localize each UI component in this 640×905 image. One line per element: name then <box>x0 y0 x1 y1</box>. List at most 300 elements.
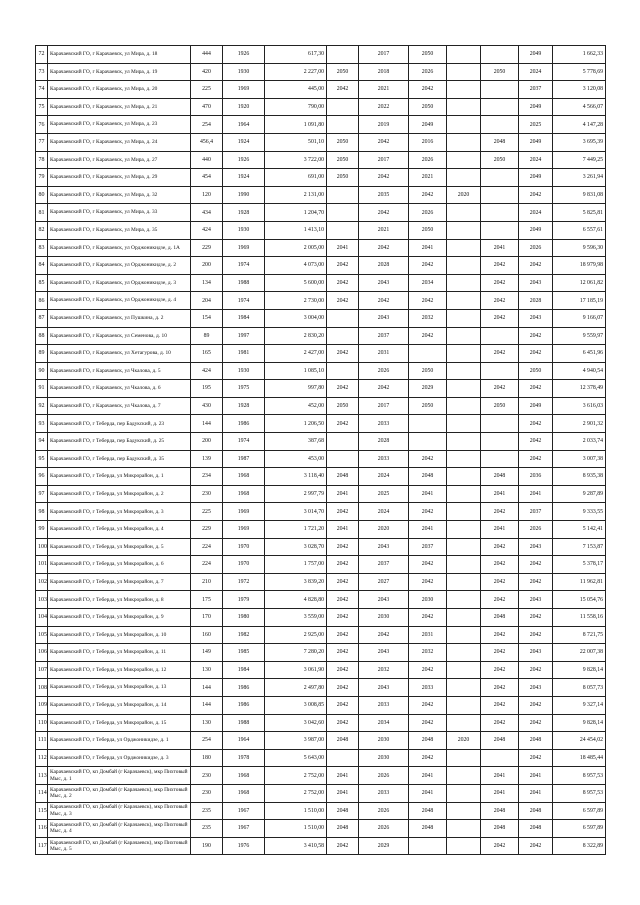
wall-col-a-cell: 224 <box>191 538 223 556</box>
year-col-b-cell: 2035 <box>359 186 409 204</box>
area-cell: 3 118,40 <box>265 468 327 486</box>
table-row <box>36 186 606 204</box>
address-cell: Карачаевский ГО, г Теберда, ул Микрорайон, д. 14 <box>48 696 191 714</box>
build-year-cell: 1964 <box>223 116 265 134</box>
year-col-b-cell: 2032 <box>359 661 409 679</box>
year-col-a-cell: 2041 <box>327 485 359 503</box>
build-year-cell: 1974 <box>223 257 265 275</box>
year-col-f-cell: 2028 <box>519 292 553 310</box>
year-col-e-cell: 2042 <box>481 380 519 398</box>
table-row <box>36 609 606 627</box>
year-col-a-cell <box>327 221 359 239</box>
year-col-d-cell <box>447 151 481 169</box>
build-year-cell: 1924 <box>223 169 265 187</box>
build-year-cell: 1928 <box>223 204 265 222</box>
year-col-e-cell: 2042 <box>481 292 519 310</box>
table-row <box>36 503 606 521</box>
year-col-f-cell: 2049 <box>519 133 553 151</box>
year-col-f-cell: 2024 <box>519 63 553 81</box>
year-col-a-cell: 2050 <box>327 151 359 169</box>
address-cell: Карачаевский ГО, г Теберда, ул Орджоникидзе, д. 1 <box>48 732 191 750</box>
build-year-cell: 1970 <box>223 538 265 556</box>
table-row <box>36 362 606 380</box>
year-col-e-cell: 2042 <box>481 591 519 609</box>
wall-col-a-cell: 195 <box>191 380 223 398</box>
year-col-a-cell <box>327 450 359 468</box>
wall-col-a-cell: 149 <box>191 644 223 662</box>
year-col-a-cell: 2041 <box>327 239 359 257</box>
year-col-a-cell: 2048 <box>327 802 359 820</box>
table-row <box>36 556 606 574</box>
year-col-e-cell <box>481 749 519 767</box>
wall-col-a-cell: 424 <box>191 221 223 239</box>
year-col-b-cell: 2028 <box>359 433 409 451</box>
wall-col-a-cell: 165 <box>191 345 223 363</box>
build-year-cell: 1990 <box>223 186 265 204</box>
wall-col-a-cell: 470 <box>191 98 223 116</box>
address-cell: Карачаевский ГО, г Теберда, ул Микрорайон, д. 2 <box>48 485 191 503</box>
area-cell: 2 752,00 <box>265 767 327 785</box>
year-col-d-cell <box>447 98 481 116</box>
cost-cell: 3 120,08 <box>553 81 606 99</box>
year-col-d-cell <box>447 714 481 732</box>
wall-col-a-cell: 225 <box>191 81 223 99</box>
year-col-c-cell: 2030 <box>409 591 447 609</box>
area-cell: 2 925,00 <box>265 626 327 644</box>
cost-cell: 8 935,38 <box>553 468 606 486</box>
year-col-c-cell: 2050 <box>409 46 447 64</box>
address-cell: Карачаевский ГО, кп Домбай (г Карачаевск), мкр Пихтовый Мыс, д. 4 <box>48 820 191 838</box>
table-row <box>36 133 606 151</box>
year-col-c-cell <box>409 345 447 363</box>
table-row <box>36 116 606 134</box>
build-year-cell: 1988 <box>223 714 265 732</box>
year-col-c-cell: 2048 <box>409 468 447 486</box>
year-col-e-cell <box>481 116 519 134</box>
year-col-c-cell: 2026 <box>409 63 447 81</box>
build-year-cell: 1985 <box>223 644 265 662</box>
year-col-d-cell <box>447 556 481 574</box>
address-cell: Карачаевский ГО, г Теберда, ул Микрорайон, д. 1 <box>48 468 191 486</box>
address-cell: Карачаевский ГО, г Карачаевск, ул Орджоникидзе, д. 3 <box>48 274 191 292</box>
year-col-b-cell: 2042 <box>359 292 409 310</box>
address-cell: Карачаевский ГО, г Карачаевск, ул Орджоникидзе, д. 2 <box>48 257 191 275</box>
year-col-c-cell: 2049 <box>409 116 447 134</box>
year-col-c-cell: 2048 <box>409 802 447 820</box>
wall-col-a-cell: 440 <box>191 151 223 169</box>
year-col-f-cell: 2042 <box>519 661 553 679</box>
address-cell: Карачаевский ГО, г Карачаевск, ул Мира, д. 23 <box>48 116 191 134</box>
year-col-c-cell: 2048 <box>409 732 447 750</box>
cost-cell: 11 558,16 <box>553 609 606 627</box>
year-col-b-cell: 2043 <box>359 591 409 609</box>
year-col-b-cell: 2042 <box>359 380 409 398</box>
year-col-b-cell: 2022 <box>359 98 409 116</box>
area-cell: 501,10 <box>265 133 327 151</box>
row-number-cell: 81 <box>36 204 48 222</box>
build-year-cell: 1976 <box>223 837 265 855</box>
year-col-e-cell: 2041 <box>481 767 519 785</box>
wall-col-a-cell: 134 <box>191 274 223 292</box>
wall-col-a-cell: 444 <box>191 46 223 64</box>
build-year-cell: 1970 <box>223 556 265 574</box>
year-col-b-cell: 2042 <box>359 204 409 222</box>
year-col-c-cell: 2042 <box>409 81 447 99</box>
table-row <box>36 151 606 169</box>
year-col-a-cell: 2042 <box>327 345 359 363</box>
year-col-b-cell: 2042 <box>359 169 409 187</box>
build-year-cell: 1978 <box>223 749 265 767</box>
wall-col-a-cell: 160 <box>191 626 223 644</box>
row-number-cell: 106 <box>36 644 48 662</box>
year-col-a-cell: 2042 <box>327 573 359 591</box>
row-number-cell: 109 <box>36 696 48 714</box>
table-row <box>36 767 606 785</box>
year-col-e-cell: 2042 <box>481 714 519 732</box>
year-col-f-cell: 2025 <box>519 116 553 134</box>
year-col-d-cell <box>447 837 481 855</box>
year-col-d-cell: 2020 <box>447 732 481 750</box>
build-year-cell: 1968 <box>223 784 265 802</box>
address-cell: Карачаевский ГО, кп Домбай (г Карачаевск), мкр Пихтовый Мыс, д. 5 <box>48 837 191 855</box>
build-year-cell: 1986 <box>223 415 265 433</box>
build-year-cell: 1981 <box>223 345 265 363</box>
cost-cell: 9 828,14 <box>553 661 606 679</box>
year-col-a-cell: 2042 <box>327 626 359 644</box>
table-row <box>36 661 606 679</box>
year-col-c-cell: 2042 <box>409 503 447 521</box>
year-col-c-cell: 2042 <box>409 327 447 345</box>
row-number-cell: 73 <box>36 63 48 81</box>
year-col-a-cell: 2042 <box>327 292 359 310</box>
table-row <box>36 274 606 292</box>
row-number-cell: 94 <box>36 433 48 451</box>
year-col-e-cell: 2048 <box>481 802 519 820</box>
year-col-a-cell: 2042 <box>327 591 359 609</box>
year-col-f-cell: 2026 <box>519 521 553 539</box>
year-col-d-cell <box>447 644 481 662</box>
address-cell: Карачаевский ГО, г Карачаевск, ул Мира, д. 18 <box>48 46 191 64</box>
cost-cell: 12 378,49 <box>553 380 606 398</box>
year-col-d-cell <box>447 521 481 539</box>
year-col-c-cell: 2042 <box>409 186 447 204</box>
cost-cell: 4 147,28 <box>553 116 606 134</box>
row-number-cell: 102 <box>36 573 48 591</box>
area-cell: 2 497,80 <box>265 679 327 697</box>
address-cell: Карачаевский ГО, г Карачаевск, ул Хетагурова, д. 10 <box>48 345 191 363</box>
address-cell: Карачаевский ГО, г Карачаевск, ул Мира, д. 20 <box>48 81 191 99</box>
table-row <box>36 169 606 187</box>
year-col-e-cell: 2042 <box>481 679 519 697</box>
cost-cell: 7 449,25 <box>553 151 606 169</box>
year-col-e-cell: 2050 <box>481 397 519 415</box>
year-col-f-cell: 2041 <box>519 784 553 802</box>
address-cell: Карачаевский ГО, г Карачаевск, ул Чкалова, д. 5 <box>48 362 191 380</box>
year-col-f-cell: 2042 <box>519 327 553 345</box>
year-col-d-cell <box>447 450 481 468</box>
row-number-cell: 104 <box>36 609 48 627</box>
year-col-b-cell: 2034 <box>359 714 409 732</box>
year-col-a-cell: 2042 <box>327 837 359 855</box>
address-cell: Карачаевский ГО, г Теберда, ул Микрорайон, д. 8 <box>48 591 191 609</box>
year-col-c-cell: 2050 <box>409 397 447 415</box>
year-col-f-cell: 2042 <box>519 714 553 732</box>
year-col-e-cell <box>481 81 519 99</box>
year-col-c-cell: 2032 <box>409 644 447 662</box>
wall-col-a-cell: 254 <box>191 116 223 134</box>
cost-cell: 5 378,17 <box>553 556 606 574</box>
year-col-d-cell <box>447 397 481 415</box>
year-col-f-cell: 2042 <box>519 556 553 574</box>
year-col-c-cell: 2041 <box>409 784 447 802</box>
wall-col-a-cell: 130 <box>191 661 223 679</box>
year-col-e-cell <box>481 450 519 468</box>
wall-col-a-cell: 420 <box>191 63 223 81</box>
year-col-c-cell: 2032 <box>409 309 447 327</box>
row-number-cell: 116 <box>36 820 48 838</box>
year-col-e-cell: 2048 <box>481 732 519 750</box>
year-col-f-cell: 2048 <box>519 820 553 838</box>
area-cell: 2 830,20 <box>265 327 327 345</box>
build-year-cell: 1920 <box>223 98 265 116</box>
address-cell: Карачаевский ГО, г Карачаевск, ул Мира, д. 29 <box>48 169 191 187</box>
year-col-a-cell: 2042 <box>327 556 359 574</box>
year-col-e-cell: 2050 <box>481 63 519 81</box>
area-cell: 1 204,70 <box>265 204 327 222</box>
year-col-c-cell: 2031 <box>409 626 447 644</box>
row-number-cell: 77 <box>36 133 48 151</box>
year-col-c-cell: 2042 <box>409 696 447 714</box>
year-col-b-cell: 2017 <box>359 151 409 169</box>
year-col-a-cell: 2042 <box>327 415 359 433</box>
year-col-f-cell: 2042 <box>519 837 553 855</box>
area-cell: 1 091,80 <box>265 116 327 134</box>
wall-col-a-cell: 229 <box>191 239 223 257</box>
row-number-cell: 101 <box>36 556 48 574</box>
table-row <box>36 345 606 363</box>
cost-cell: 5 142,41 <box>553 521 606 539</box>
cost-cell: 6 557,61 <box>553 221 606 239</box>
row-number-cell: 80 <box>36 186 48 204</box>
cost-cell: 8 057,73 <box>553 679 606 697</box>
area-cell: 7 280,20 <box>265 644 327 662</box>
table-row <box>36 784 606 802</box>
year-col-d-cell <box>447 327 481 345</box>
year-col-f-cell: 2043 <box>519 644 553 662</box>
row-number-cell: 100 <box>36 538 48 556</box>
build-year-cell: 1986 <box>223 679 265 697</box>
table-row <box>36 749 606 767</box>
cost-cell: 2 033,74 <box>553 433 606 451</box>
build-year-cell: 1930 <box>223 362 265 380</box>
build-year-cell: 1982 <box>223 626 265 644</box>
area-cell: 617,30 <box>265 46 327 64</box>
year-col-b-cell: 2043 <box>359 538 409 556</box>
year-col-b-cell: 2027 <box>359 573 409 591</box>
year-col-f-cell: 2048 <box>519 732 553 750</box>
row-number-cell: 92 <box>36 397 48 415</box>
year-col-a-cell <box>327 204 359 222</box>
year-col-e-cell: 2042 <box>481 696 519 714</box>
address-cell: Карачаевский ГО, г Карачаевск, ул Мира, д. 21 <box>48 98 191 116</box>
cost-cell: 4 566,07 <box>553 98 606 116</box>
area-cell: 3 410,58 <box>265 837 327 855</box>
address-cell: Карачаевский ГО, г Теберда, ул Микрорайон, д. 4 <box>48 521 191 539</box>
year-col-a-cell: 2042 <box>327 696 359 714</box>
table-row <box>36 239 606 257</box>
build-year-cell: 1969 <box>223 521 265 539</box>
build-year-cell: 1967 <box>223 820 265 838</box>
year-col-b-cell: 2033 <box>359 784 409 802</box>
build-year-cell: 1968 <box>223 767 265 785</box>
cost-cell: 9 831,08 <box>553 186 606 204</box>
address-cell: Карачаевский ГО, г Теберда, ул Микрорайон, д. 9 <box>48 609 191 627</box>
year-col-b-cell: 2043 <box>359 679 409 697</box>
cost-cell: 3 616,03 <box>553 397 606 415</box>
year-col-f-cell: 2042 <box>519 380 553 398</box>
year-col-e-cell: 2042 <box>481 837 519 855</box>
year-col-f-cell: 2043 <box>519 274 553 292</box>
year-col-c-cell: 2042 <box>409 661 447 679</box>
year-col-b-cell: 2033 <box>359 450 409 468</box>
year-col-c-cell: 2033 <box>409 679 447 697</box>
year-col-a-cell: 2050 <box>327 133 359 151</box>
year-col-b-cell: 2030 <box>359 732 409 750</box>
table-row <box>36 327 606 345</box>
year-col-d-cell <box>447 63 481 81</box>
year-col-b-cell: 2033 <box>359 415 409 433</box>
year-col-b-cell: 2024 <box>359 503 409 521</box>
wall-col-a-cell: 200 <box>191 257 223 275</box>
area-cell: 3 042,60 <box>265 714 327 732</box>
year-col-c-cell: 2050 <box>409 98 447 116</box>
build-year-cell: 1997 <box>223 327 265 345</box>
year-col-d-cell <box>447 292 481 310</box>
year-col-e-cell: 2042 <box>481 503 519 521</box>
year-col-d-cell <box>447 784 481 802</box>
table-row <box>36 538 606 556</box>
year-col-d-cell <box>447 468 481 486</box>
build-year-cell: 1984 <box>223 661 265 679</box>
year-col-a-cell <box>327 186 359 204</box>
year-col-f-cell: 2049 <box>519 397 553 415</box>
wall-col-a-cell: 170 <box>191 609 223 627</box>
year-col-b-cell: 2026 <box>359 802 409 820</box>
year-col-a-cell: 2050 <box>327 63 359 81</box>
wall-col-a-cell: 235 <box>191 820 223 838</box>
wall-col-a-cell: 204 <box>191 292 223 310</box>
wall-col-a-cell: 224 <box>191 556 223 574</box>
year-col-b-cell: 2026 <box>359 767 409 785</box>
build-year-cell: 1967 <box>223 802 265 820</box>
area-cell: 2 227,00 <box>265 63 327 81</box>
year-col-b-cell: 2026 <box>359 820 409 838</box>
year-col-d-cell <box>447 802 481 820</box>
year-col-a-cell: 2050 <box>327 397 359 415</box>
table-row <box>36 802 606 820</box>
year-col-a-cell: 2042 <box>327 644 359 662</box>
address-cell: Карачаевский ГО, г Теберда, ул Микрорайон, д. 15 <box>48 714 191 732</box>
year-col-e-cell: 2041 <box>481 521 519 539</box>
year-col-a-cell: 2042 <box>327 81 359 99</box>
year-col-c-cell: 2026 <box>409 151 447 169</box>
row-number-cell: 98 <box>36 503 48 521</box>
row-number-cell: 95 <box>36 450 48 468</box>
year-col-b-cell: 2019 <box>359 116 409 134</box>
year-col-d-cell <box>447 362 481 380</box>
row-number-cell: 76 <box>36 116 48 134</box>
year-col-f-cell: 2041 <box>519 485 553 503</box>
year-col-f-cell: 2042 <box>519 450 553 468</box>
area-cell: 2 005,00 <box>265 239 327 257</box>
year-col-e-cell <box>481 186 519 204</box>
year-col-f-cell: 2042 <box>519 257 553 275</box>
year-col-f-cell: 2042 <box>519 345 553 363</box>
wall-col-a-cell: 190 <box>191 837 223 855</box>
area-cell: 1 721,20 <box>265 521 327 539</box>
build-year-cell: 1969 <box>223 503 265 521</box>
row-number-cell: 74 <box>36 81 48 99</box>
table-row <box>36 257 606 275</box>
table-row <box>36 63 606 81</box>
year-col-f-cell: 2042 <box>519 696 553 714</box>
year-col-a-cell: 2042 <box>327 503 359 521</box>
cost-cell: 9 327,14 <box>553 696 606 714</box>
cost-cell: 9 596,30 <box>553 239 606 257</box>
year-col-b-cell: 2021 <box>359 221 409 239</box>
cost-cell: 8 322,89 <box>553 837 606 855</box>
cost-cell: 15 054,76 <box>553 591 606 609</box>
year-col-f-cell: 2049 <box>519 221 553 239</box>
year-col-a-cell: 2048 <box>327 820 359 838</box>
table-row <box>36 397 606 415</box>
year-col-f-cell: 2024 <box>519 151 553 169</box>
address-cell: Карачаевский ГО, г Теберда, ул Микрорайон, д. 7 <box>48 573 191 591</box>
address-cell: Карачаевский ГО, г Карачаевск, ул Мира, д. 27 <box>48 151 191 169</box>
year-col-d-cell <box>447 573 481 591</box>
year-col-f-cell: 2043 <box>519 679 553 697</box>
table-row <box>36 433 606 451</box>
row-number-cell: 103 <box>36 591 48 609</box>
area-cell: 3 559,00 <box>265 609 327 627</box>
year-col-c-cell: 2042 <box>409 556 447 574</box>
row-number-cell: 96 <box>36 468 48 486</box>
address-cell: Карачаевский ГО, г Теберда, ул Микрорайон, д. 11 <box>48 644 191 662</box>
table-row <box>36 81 606 99</box>
area-cell: 2 427,00 <box>265 345 327 363</box>
year-col-e-cell: 2042 <box>481 345 519 363</box>
year-col-c-cell: 2042 <box>409 450 447 468</box>
area-cell: 997,80 <box>265 380 327 398</box>
address-cell: Карачаевский ГО, г Карачаевск, ул Чкалова, д. 7 <box>48 397 191 415</box>
address-cell: Карачаевский ГО, кп Домбай (г Карачаевск), мкр Пихтовый Мыс, д. 3 <box>48 802 191 820</box>
address-cell: Карачаевский ГО, кп Домбай (г Карачаевск), мкр Пихтовый Мыс, д. 1 <box>48 767 191 785</box>
year-col-a-cell: 2048 <box>327 732 359 750</box>
cost-cell: 18 485,44 <box>553 749 606 767</box>
year-col-d-cell <box>447 485 481 503</box>
year-col-e-cell: 2041 <box>481 485 519 503</box>
area-cell: 3 008,85 <box>265 696 327 714</box>
cost-cell: 5 778,69 <box>553 63 606 81</box>
year-col-c-cell: 2041 <box>409 767 447 785</box>
row-number-cell: 111 <box>36 732 48 750</box>
row-number-cell: 114 <box>36 784 48 802</box>
area-cell: 1 757,00 <box>265 556 327 574</box>
address-cell: Карачаевский ГО, г Карачаевск, ул Пушкина, д. 2 <box>48 309 191 327</box>
address-cell: Карачаевский ГО, г Карачаевск, ул Мира, д. 24 <box>48 133 191 151</box>
year-col-a-cell: 2042 <box>327 714 359 732</box>
year-col-c-cell: 2034 <box>409 274 447 292</box>
